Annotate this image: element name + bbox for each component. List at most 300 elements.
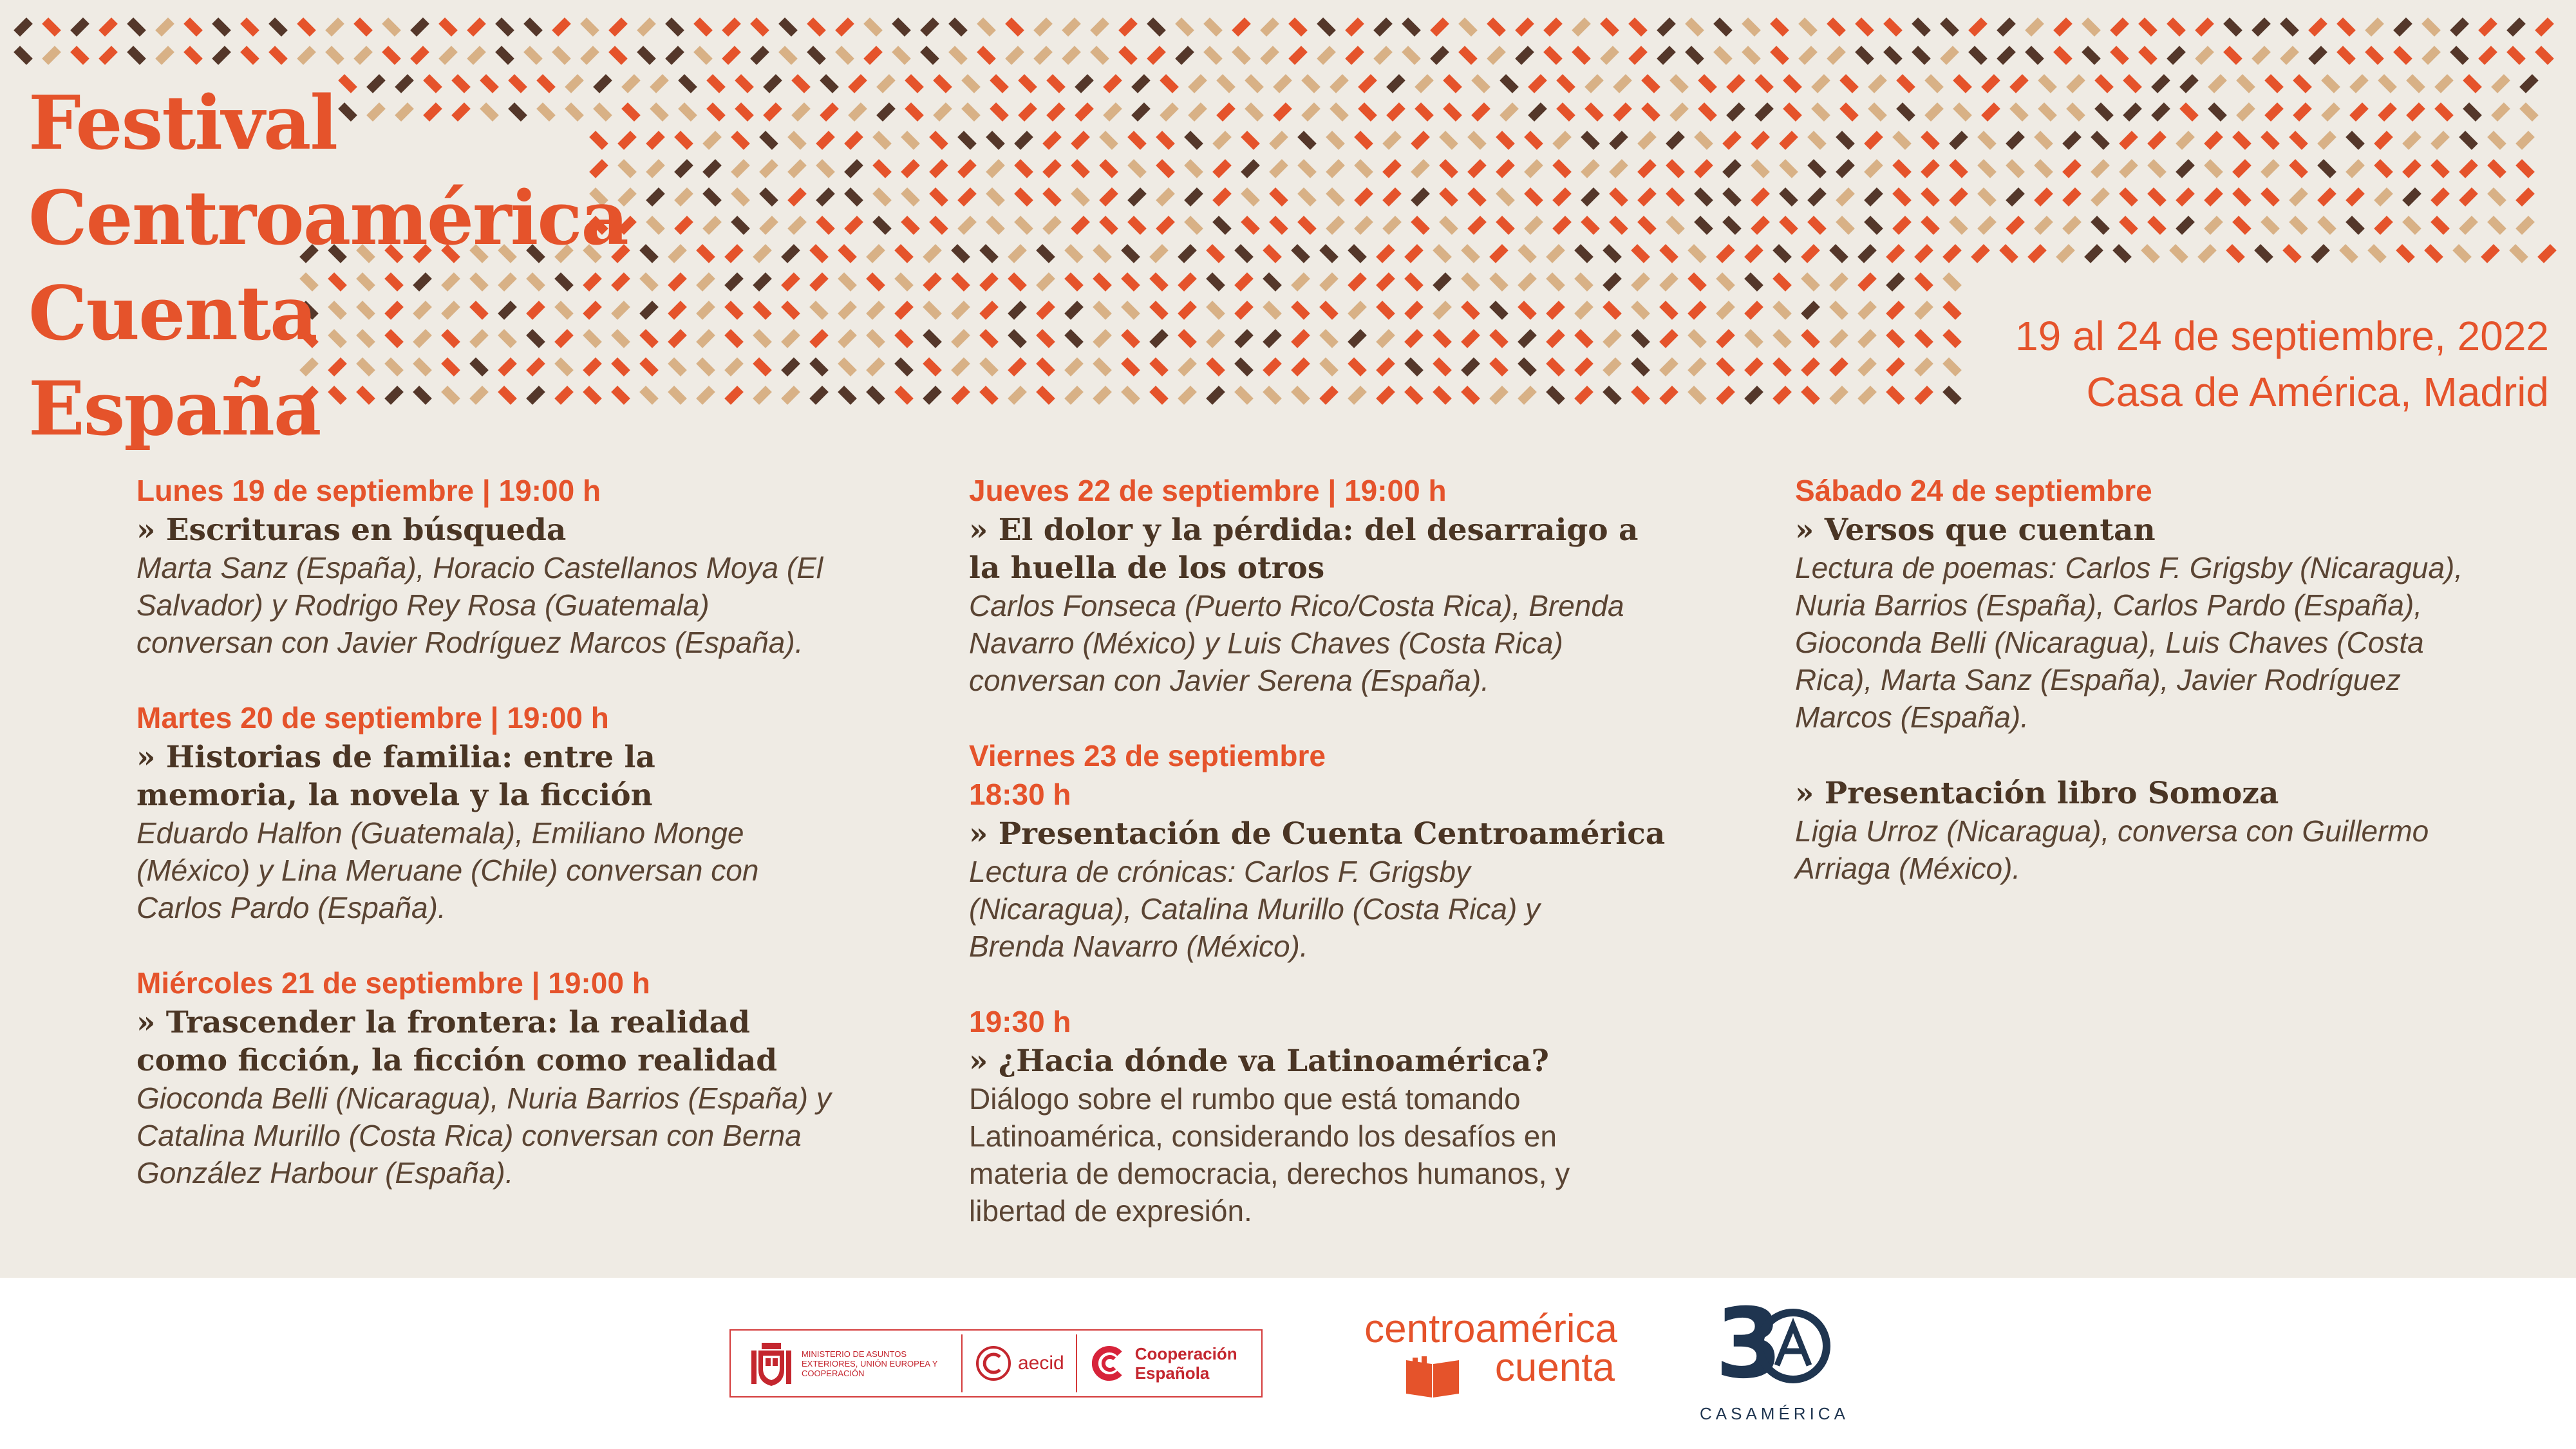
pattern-tile [1801,329,1820,348]
pattern-tile [2463,102,2482,122]
pattern-tile [1291,301,1310,320]
event-somoza [1795,774,2535,887]
casa-america-30-icon [1700,1301,1848,1404]
pattern-tile [820,74,839,93]
pattern-tile [702,131,722,150]
pattern-tile [1574,244,1594,263]
pattern-tile [1489,272,1509,292]
pattern-tile [382,46,401,65]
pattern-tile [923,244,942,263]
pattern-tile [2151,102,2170,122]
pattern-tile [1212,187,1232,207]
pattern-tile [1949,159,1968,178]
pattern-tile [2289,159,2308,178]
festival-title [28,76,628,457]
pattern-tile [2519,74,2539,93]
pattern-tile [2053,46,2073,65]
cooperacion-icon [1089,1343,1129,1383]
pattern-tile [2282,244,2302,263]
pattern-tile [1212,216,1232,235]
pattern-tile [1178,329,1197,348]
pattern-tile [1518,244,1537,263]
pattern-tile [2321,102,2340,122]
pattern-tile [2232,187,2252,207]
pattern-tile [1121,357,1140,377]
event-title: » Historias de familia: entre la memoria, la novela y la ficción [136,740,655,813]
pattern-tile [1977,187,1997,207]
pattern-tile [2491,74,2510,93]
pattern-tile [1234,386,1254,405]
pattern-tile [2487,216,2506,235]
event-title: » Presentación de Cuenta Centroamérica [969,816,1666,852]
pattern-tile [1685,46,1704,65]
pattern-tile [809,301,829,320]
pattern-tile [1811,74,1830,93]
pattern-tile [2402,131,2421,150]
pattern-tile [957,187,977,207]
pattern-tile [1581,131,1600,150]
pattern-tile [438,46,458,65]
pattern-tile [1042,131,1062,150]
pattern-tile [1093,272,1112,292]
pattern-tile [1864,187,1883,207]
event-description: Ligia Urroz (Nicaragua), conversa con Guillermo Arriaga (México). [1795,814,2429,885]
pattern-tile [2147,131,2167,150]
centroamerica-cuenta-logo [1360,1307,1617,1390]
pattern-tile [1008,329,1027,348]
pattern-tile [99,17,118,37]
pattern-tile [1297,216,1317,235]
pattern-tile [2197,244,2217,263]
pattern-tile [1008,357,1027,377]
pattern-tile [816,187,835,207]
pattern-tile [1263,357,1282,377]
pattern-tile [1036,301,1055,320]
pattern-tile [1376,301,1395,320]
pattern-tile [2402,159,2421,178]
pattern-tile [1033,17,1053,37]
pattern-tile [1326,216,1345,235]
pattern-tile [724,301,744,320]
pattern-tile [722,46,741,65]
pattern-tile [2176,131,2195,150]
pattern-tile [1515,17,1534,37]
pattern-tile [951,244,970,263]
pattern-tile [1694,216,1713,235]
pattern-tile [1042,159,1062,178]
pattern-tile [2374,216,2393,235]
pattern-tile [866,272,885,292]
pattern-tile [1149,329,1169,348]
pattern-tile [2151,74,2170,93]
pattern-tile [467,17,486,37]
pattern-tile [1722,131,1742,150]
pattern-tile [1103,74,1122,93]
event-title: » Escrituras en búsqueda [136,512,567,548]
pattern-tile [1330,74,1349,93]
pattern-tile [848,102,867,122]
pattern-tile [1779,216,1798,235]
pattern-tile [844,131,863,150]
pattern-tile [2317,159,2336,178]
pattern-tile [608,17,628,37]
pattern-tile [1997,46,2016,65]
pattern-tile [990,74,1009,93]
pattern-tile [2367,244,2387,263]
pattern-tile [1241,159,1260,178]
pattern-tile [1297,159,1317,178]
pattern-tile [2393,17,2412,37]
pattern-tile [1603,386,1622,405]
pattern-tile [929,131,948,150]
pattern-tile [2195,17,2214,37]
pattern-tile [2204,216,2223,235]
pattern-tile [1641,74,1660,93]
pattern-tile [753,357,772,377]
pattern-tile [759,187,778,207]
pattern-tile [1042,216,1062,235]
pattern-tile [2006,131,2025,150]
pattern-tile [923,272,942,292]
pattern-tile [1603,301,1622,320]
pattern-tile [1543,46,1563,65]
pattern-tile [1443,102,1462,122]
event-day: Lunes 19 de septiembre | 19:00 h [136,474,601,507]
pattern-tile [2138,46,2158,65]
event-description: Eduardo Halfon (Guatemala), Emiliano Monge (México) y Lina Meruane (Chile) conversan con Carlos Pardo (España). [136,816,759,924]
pattern-tile [1103,102,1122,122]
open-book-icon [1404,1355,1462,1400]
pattern-tile [1212,159,1232,178]
pattern-tile [608,46,628,65]
pattern-tile [1896,74,1915,93]
pattern-tile [1345,46,1364,65]
pattern-tile [1241,216,1260,235]
pattern-tile [1751,187,1770,207]
pattern-tile [1801,272,1820,292]
event-viernes-2 [969,1002,1709,1229]
pattern-tile [2147,187,2167,207]
pattern-tile [1064,329,1084,348]
pattern-tile [1839,102,1859,122]
pattern-tile [1942,357,1962,377]
pattern-tile [1914,272,1933,292]
pattern-tile [1631,301,1650,320]
pattern-tile [1953,74,1972,93]
pattern-tile [1977,131,1997,150]
pattern-tile [1798,46,1818,65]
pattern-tile [1348,386,1367,405]
pattern-tile [1415,74,1434,93]
pattern-tile [70,17,89,37]
pattern-tile [2308,17,2327,37]
pattern-tile [2261,187,2280,207]
title-line-2: Centroamérica [28,175,628,262]
pattern-tile [1036,357,1055,377]
pattern-tile [2506,17,2526,37]
pattern-tile [1471,74,1490,93]
pattern-tile [1742,46,1761,65]
pattern-tile [1461,301,1480,320]
pattern-tile [1206,357,1225,377]
pattern-tile [820,102,839,122]
pattern-tile [2261,159,2280,178]
pattern-tile [1968,46,1988,65]
pattern-tile [1949,187,1968,207]
pattern-tile [1273,74,1292,93]
pattern-tile [1090,46,1109,65]
pattern-tile [1301,74,1321,93]
pattern-tile [1402,46,1421,65]
pattern-tile [1178,272,1197,292]
pattern-tile [410,17,429,37]
pattern-tile [1263,329,1282,348]
pattern-tile [523,46,543,65]
pattern-tile [1184,216,1203,235]
event-day: Martes 20 de septiembre | 19:00 h [136,701,609,734]
pattern-tile [1330,102,1349,122]
pattern-tile [1156,131,1175,150]
pattern-tile [665,46,684,65]
pattern-tile [1518,357,1537,377]
event-title: » Versos que cuentan [1795,512,2156,548]
pattern-tile [2280,17,2299,37]
pattern-tile [2336,46,2356,65]
pattern-tile [2254,244,2273,263]
pattern-tile [2264,102,2284,122]
pattern-tile [929,159,948,178]
pattern-tile [1886,272,1905,292]
pattern-tile [835,46,854,65]
pattern-tile [1694,131,1713,150]
pattern-tile [1949,216,1968,235]
pattern-tile [2167,46,2186,65]
pattern-tile [2434,102,2454,122]
pattern-tile [1524,131,1543,150]
pattern-tile [1981,102,2000,122]
pattern-tile [1574,386,1594,405]
pattern-tile [778,46,798,65]
pattern-tile [1772,329,1792,348]
pattern-tile [933,74,952,93]
event-jueves [969,471,1709,699]
pattern-tile [1288,17,1308,37]
pattern-tile [1458,46,1478,65]
pattern-tile [838,244,857,263]
pattern-tile [1641,102,1660,122]
pattern-tile [2421,46,2441,65]
pattern-tile [1829,272,1848,292]
pattern-tile [1386,74,1406,93]
pattern-tile [1005,17,1024,37]
pattern-tile [2434,74,2454,93]
pattern-tile [1924,74,1944,93]
pattern-tile [1319,386,1339,405]
pattern-tile [2119,216,2138,235]
pattern-tile [892,46,911,65]
pattern-tile [1175,17,1194,37]
pattern-tile [1042,187,1062,207]
event-title: » Trascender la frontera: la realidad como ficción, la ficción como realidad [136,1005,778,1078]
pattern-tile [127,17,146,37]
pattern-tile [735,74,754,93]
pattern-tile [155,46,174,65]
pattern-tile [297,17,316,37]
pattern-tile [1062,17,1081,37]
pattern-tile [1864,216,1883,235]
pattern-tile [1855,17,1874,37]
pattern-tile [696,386,715,405]
pattern-tile [1779,187,1798,207]
pattern-tile [1382,131,1402,150]
pattern-tile [1234,272,1254,292]
pattern-tile [1005,46,1024,65]
event-title: » Presentación libro Somoza [1795,776,2279,811]
pattern-tile [1156,216,1175,235]
pattern-tile [1118,46,1138,65]
pattern-tile [2204,187,2223,207]
pattern-tile [1404,357,1424,377]
pattern-tile [1628,46,1648,65]
pattern-tile [1637,187,1657,207]
pattern-tile [2119,159,2138,178]
pattern-tile [2141,244,2160,263]
pattern-tile [2452,244,2472,263]
pattern-tile [467,46,486,65]
pattern-tile [1500,102,1519,122]
pattern-tile [791,102,811,122]
pattern-tile [1744,272,1763,292]
pattern-tile [1694,159,1713,178]
pattern-tile [2252,46,2271,65]
pattern-tile [1836,159,1855,178]
pattern-tile [920,46,939,65]
pattern-tile [781,386,800,405]
pattern-tile [1836,216,1855,235]
pattern-tile [923,357,942,377]
pattern-tile [1386,102,1406,122]
pattern-tile [1914,301,1933,320]
pattern-tile [70,46,89,65]
pattern-tile [325,17,344,37]
pattern-tile [2091,187,2110,207]
pattern-tile [2321,74,2340,93]
pattern-tile [1609,131,1628,150]
pattern-tile [678,74,697,93]
pattern-tile [1149,386,1169,405]
pattern-tile [2487,131,2506,150]
pattern-tile [1857,386,1877,405]
pattern-tile [1886,386,1905,405]
pattern-tile [1121,301,1140,320]
pattern-tile [2082,46,2101,65]
pattern-tile [1263,272,1282,292]
pattern-tile [1892,187,1912,207]
pattern-tile [1241,131,1260,150]
pattern-tile [1461,386,1480,405]
pattern-tile [1779,131,1798,150]
pattern-tile [977,46,996,65]
pattern-tile [1075,74,1094,93]
pattern-tile [1744,329,1763,348]
pattern-tile [2308,46,2327,65]
pattern-tile [809,272,829,292]
pattern-tile [979,329,999,348]
pattern-tile [1121,386,1140,405]
pattern-tile [1411,131,1430,150]
cooperacion-line-2: Española [1134,1363,1210,1383]
pattern-tile [2091,216,2110,235]
pattern-tile [1857,244,1877,263]
pattern-tile [731,216,750,235]
pattern-tile [1008,301,1027,320]
pattern-tile [1319,244,1339,263]
pattern-tile [580,17,599,37]
pattern-tile [1127,216,1147,235]
pattern-tile [2006,159,2025,178]
pattern-tile [1868,102,1887,122]
pattern-tile [1149,301,1169,320]
pattern-tile [2261,216,2280,235]
pattern-tile [1269,131,1288,150]
pattern-tile [2349,74,2369,93]
pattern-tile [2487,159,2506,178]
pattern-tile [979,244,999,263]
pattern-tile [1147,17,1166,37]
pattern-tile [724,386,744,405]
pattern-tile [2311,244,2330,263]
pattern-tile [2378,102,2397,122]
pattern-tile [2038,102,2057,122]
pattern-tile [1584,74,1604,93]
pattern-tile [2402,216,2421,235]
pattern-tile [1301,102,1321,122]
pattern-tile [1666,216,1685,235]
pattern-tile [1071,159,1090,178]
pattern-tile [1156,187,1175,207]
pattern-tile [1659,244,1678,263]
pattern-tile [382,17,401,37]
cooperacion-espanola-logo [1089,1343,1237,1383]
pattern-tile [951,272,970,292]
pattern-tile [1099,216,1118,235]
pattern-tile [778,17,798,37]
pattern-tile [2378,74,2397,93]
pattern-tile [2459,159,2478,178]
pattern-tile [1121,244,1140,263]
pattern-tile [1121,272,1140,292]
pattern-tile [42,17,61,37]
pattern-tile [1149,272,1169,292]
pattern-tile [2374,159,2393,178]
pattern-tile [1178,386,1197,405]
event-description: Diálogo sobre el rumbo que está tomando Latinoamérica, considerando los desafíos en materia de democracia, derechos humanos, y libertad de expresión. [969,1082,1570,1228]
pattern-tile [1489,357,1509,377]
pattern-tile [2082,17,2101,37]
pattern-tile [1659,301,1678,320]
pattern-tile [1008,386,1027,405]
pattern-tile [1827,17,1846,37]
pattern-tile [552,17,571,37]
pattern-tile [866,386,885,405]
pattern-tile [759,216,778,235]
pattern-tile [2009,74,2029,93]
pattern-tile [1326,131,1345,150]
pattern-tile [14,46,33,65]
pattern-tile [986,187,1005,207]
pattern-tile [894,357,914,377]
pattern-tile [2034,216,2053,235]
